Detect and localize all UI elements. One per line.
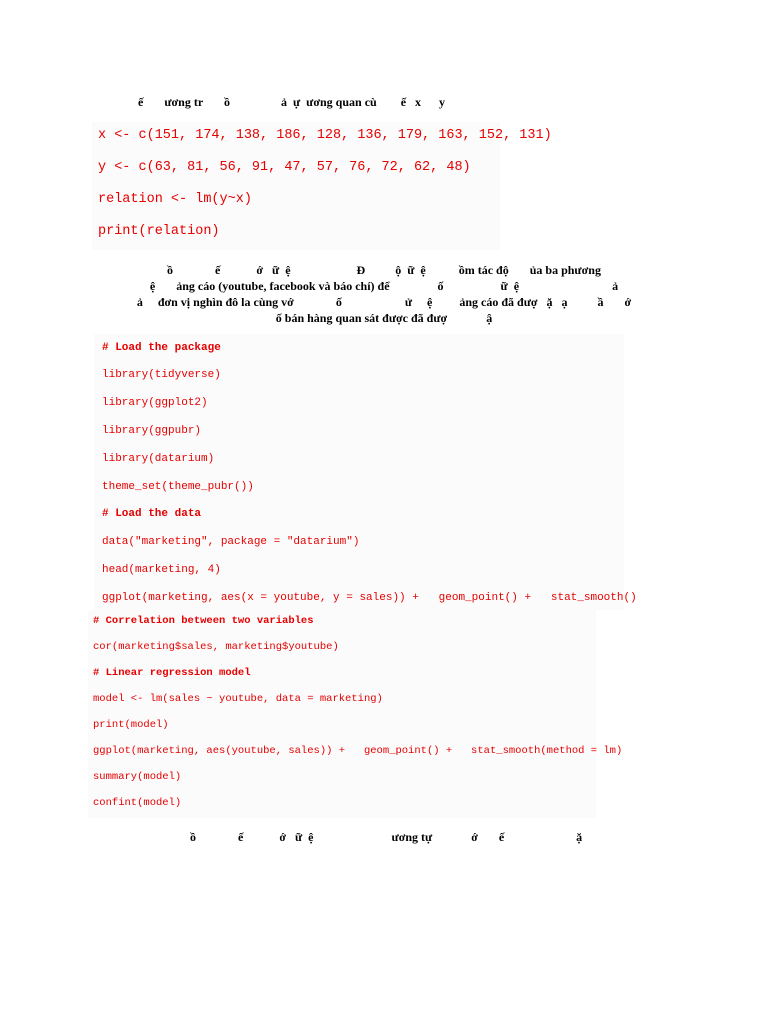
code-line: library(ggpubr): [102, 425, 202, 437]
code-block-relation: [92, 122, 552, 250]
code-line: summary(model): [93, 771, 182, 783]
code-line: library(datarium): [102, 453, 215, 465]
code-line: library(tidyverse): [102, 369, 221, 381]
code-line: confint(model): [93, 797, 182, 809]
code-comment: # Linear regression model: [93, 667, 251, 679]
paragraph-line: ố bán hàng quan sát được đã đượ ậ: [275, 311, 493, 325]
code-comment: # Load the data: [102, 508, 202, 520]
code-line: print(relation): [98, 224, 220, 239]
paragraph-line: ồ ế ớ ữ ệ Đ ộ ữ ệ ồm tác độ ủa ba phương: [167, 263, 601, 277]
code-line: cor(marketing$sales, marketing$youtube): [93, 641, 339, 653]
code-line: y <- c(63, 81, 56, 91, 47, 57, 76, 72, 62, 48): [98, 160, 471, 175]
code-line: theme_set(theme_pubr()): [102, 481, 254, 493]
code-line: head(marketing, 4): [102, 564, 221, 576]
code-comment: # Load the package: [102, 342, 221, 354]
heading-line: ế ương tr ồ ả ự ương quan cù ế x y: [138, 95, 446, 109]
code-comment: # Correlation between two variables: [93, 615, 314, 627]
code-line: ggplot(marketing, aes(youtube, sales)) + geom_point() + stat_smooth(method = lm): [93, 745, 623, 757]
code-line: model <- lm(sales ~ youtube, data = marketing): [93, 693, 383, 705]
paragraph-line: ả đơn vị nghìn đô la cùng vớ ố ử ệ ảng cáo đã đượ ặ ạ ầ ớ: [136, 295, 632, 309]
code-line: x <- c(151, 174, 138, 186, 128, 136, 179, 163, 152, 131): [98, 128, 552, 143]
code-line: relation <- lm(y~x): [98, 192, 252, 207]
code-line: ggplot(marketing, aes(x = youtube, y = sales)) + geom_point() + stat_smooth(): [102, 592, 637, 604]
paragraph-line: ệ ảng cáo (youtube, facebook và báo chí) để ố ữ ệ ả: [149, 279, 619, 293]
code-block-load: [94, 334, 637, 610]
code-line: library(ggplot2): [102, 397, 208, 409]
code-line: data("marketing", package = "datarium"): [102, 536, 360, 548]
footer-line: ồ ế ớ ữ ệ ương tự ớ ế ặ: [190, 830, 583, 844]
code-block-regression: [88, 610, 623, 818]
code-line: print(model): [93, 719, 169, 731]
